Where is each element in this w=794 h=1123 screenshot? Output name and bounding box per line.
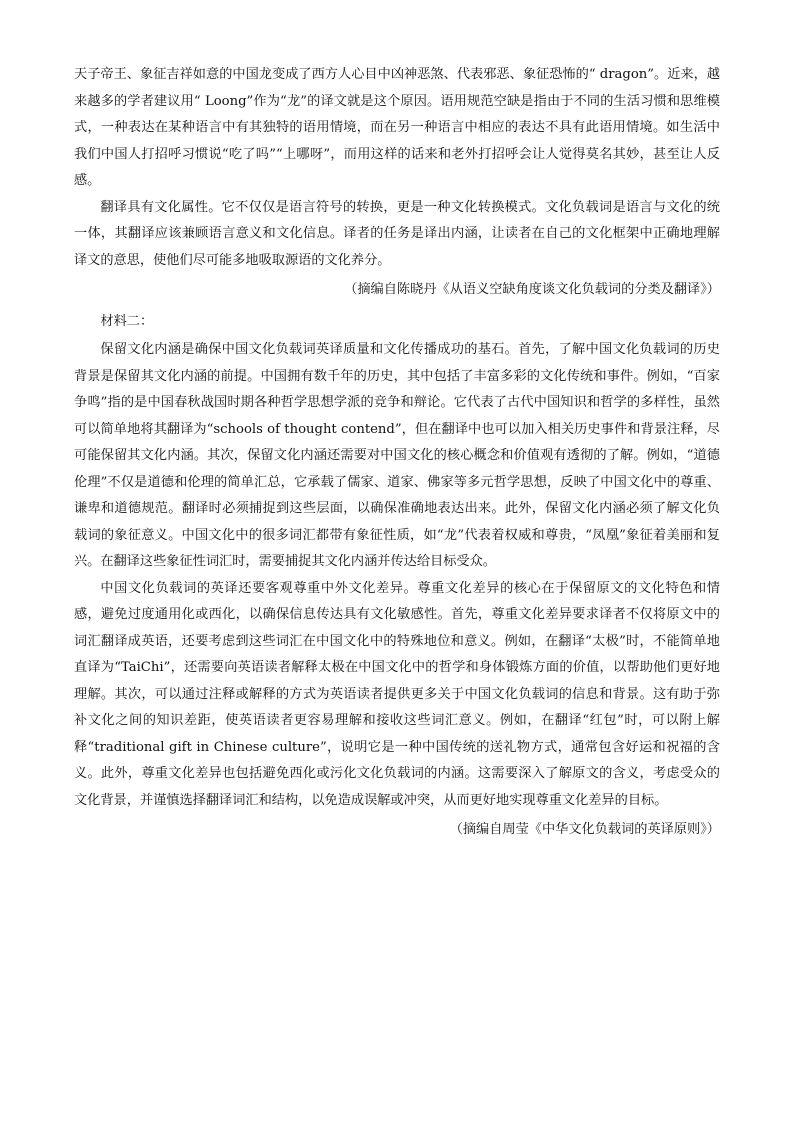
paragraph-translation-attribute: 翻译具有文化属性。它不仅仅是语言符号的转换，更是一种文化转换模式。文化负载词是语言与文化的统一体，其翻译应该兼顾语言意义和文化信息。译者的任务是译出内涵，让读者在自己的文化框架中正确地理解译文的意思，使他们尽可能多地吸取源语的文化养分。	[74, 199, 720, 268]
source-citation-1: （摘编自陈晓丹《从语义空缺角度谈文化负载词的分类及翻译》）	[344, 282, 720, 297]
document-page	[74, 62, 720, 846]
source-citation-2: （摘编自周莹《中华文化负载词的英译原则》）	[449, 822, 720, 837]
material-2-label: 材料二：	[100, 314, 154, 329]
paragraph-continued: 天子帝王、象征吉祥如意的中国龙变成了西方人心目中凶神恶煞、代表邪恶、象征恐怖的“ dragon”。近来，越来越多的学者建议用“ Loong”作为“龙”的译文就是这个原因。语用规范空缺是指由于不同的生活习惯和思维模式，一种表达在某种语言中有其独特的语用情境，而在另一种语言中相应的表达不具有此语用情境。如生活中我们中国人打招呼习惯说“吃了吗”“上哪呀”，而用这样的话来和老外打招呼会让人觉得莫名其妙，甚至让人反感。	[74, 67, 720, 188]
paragraph-cultural-difference: 中国文化负载词的英译还要客观尊重中外文化差异。尊重文化差异的核心在于保留原文的文化特色和情感，避免过度通用化或西化，以确保信息传达具有文化敏感性。首先，尊重文化差异要求译者不仅将原文中的词汇翻译成英语，还要考虑到这些词汇在中国文化中的特殊地位和意义。例如，在翻译“太极”时，不能简单地直译为“TaiChi”，还需要向英语读者解释太极在中国文化中的哲学和身体锻炼方面的价值，以帮助他们更好地理解。其次，可以通过注释或解释的方式为英语读者提供更多关于中国文化负载词的信息和背景。这有助于弥补文化之间的知识差距，使英语读者更容易理解和接收这些词汇意义。例如，在翻译“红包”时，可以附上解释“traditional gift in Chinese culture”，说明它是一种中国传统的送礼物方式，通常包含好运和祝福的含义。此外，尊重文化差异也包括避免西化或污化文化负载词的内涵。这需要深入了解原文的含义，考虑受众的文化背景，并谨慎选择翻译词汇和结构，以免造成误解或冲突，从而更好地实现尊重文化差异的目标。	[74, 580, 720, 808]
paragraph-cultural-connotation: 保留文化内涵是确保中国文化负载词英译质量和文化传播成功的基石。首先，了解中国文化负载词的历史背景是保留其文化内涵的前提。中国拥有数千年的历史，其中包括了丰富多彩的文化传统和事件。例如，“百家争鸣”指的是中国春秋战国时期各种哲学思想学派的竞争和辩论。它代表了古代中国知识和哲学的多样性，虽然可以简单地将其翻译为“schools of thought contend”，但在翻译中也可以加入相关历史事件和背景注释，尽可能保留其文化内涵。其次，保留文化内涵还需要对中国文化的核心概念和价值观有透彻的了解。例如，“道德伦理”不仅是道德和伦理的简单汇总，它承载了儒家、道家、佛家等多元哲学思想，反映了中国文化中的尊重、谦卑和道德规范。翻译时必须捕捉到这些层面，以确保准确地表达出来。此外，保留文化内涵必须了解文化负载词的象征意义。中国文化中的很多词汇都带有象征性质，如“龙”代表着权威和尊贵，“凤凰”象征着美丽和复兴。在翻译这些象征性词汇时，需要捕捉其文化内涵并传达给目标受众。	[74, 342, 720, 569]
